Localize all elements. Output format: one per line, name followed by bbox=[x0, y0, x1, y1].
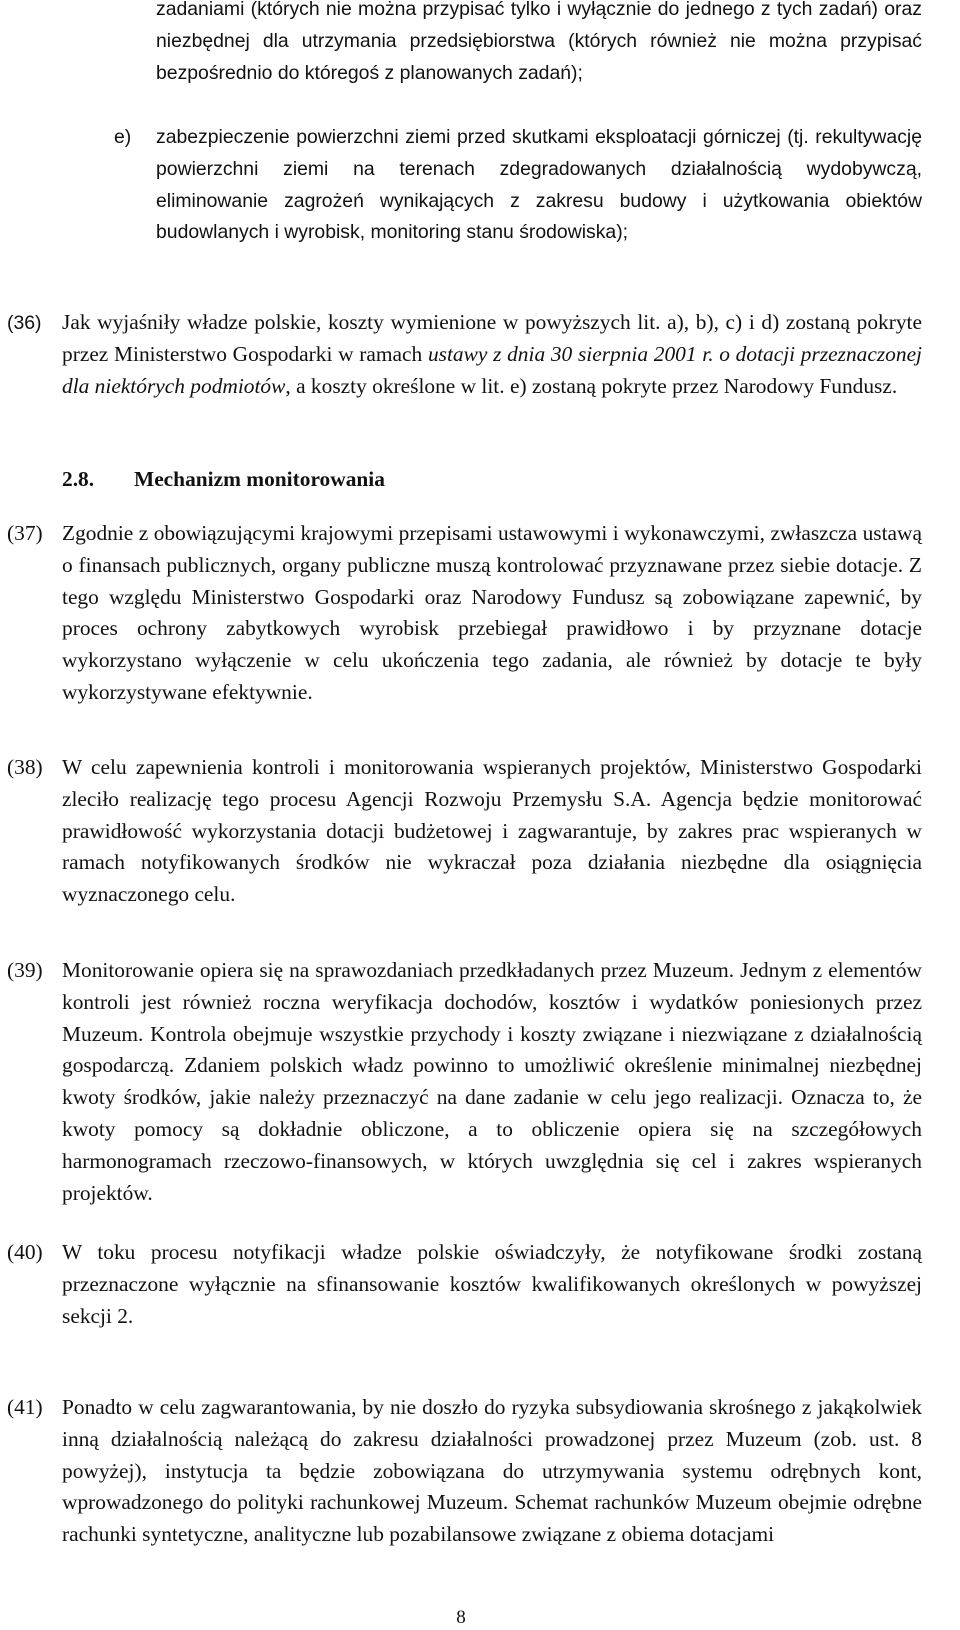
paragraph-36-text bbox=[62, 307, 922, 402]
paragraph-36-text-part: , a koszty określone w lit. e) zostaną pokryte przez Narodowy Fundusz. bbox=[285, 373, 898, 398]
paragraph-39-text: Monitorowanie opiera się na sprawozdaniach przedkładanych przez Muzeum. Jednym z elementów kontroli jest również roczna weryfikacja dochodów, kosztów i wydatków poniesionych przez Muzeum. Kontrola obejmuje wszystkie przychody i koszty związane i niezwiązane z działalnością gospodarczą. Zdaniem polskich władz powinno to umożliwić określenie minimalnej niezbędnej kwoty środków, jakie należy przeznaczyć na dane zadanie w celu jego realizacji. Oznacza to, że kwoty pomocy są dokładnie obliczone, a to obliczenie opiera się na szczegółowych harmonogramach rzeczowo-finansowych, w których uwzględnia się cel i zakres wspieranych projektów. bbox=[62, 958, 922, 1205]
paragraph-38-number: (38) bbox=[7, 755, 43, 779]
list-item-e-text: zabezpieczenie powierzchni ziemi przed skutkami eksploatacji górniczej (tj. rekultywację powierzchni ziemi na terenach zdegradowanych działalnością wydobywczą, eliminowanie zagrożeń wynikających z zakresu budowy i użytkowania obiektów budowlanych i wyrobisk, monitoring stanu środowiska); bbox=[156, 126, 922, 244]
section-number: 2.8. bbox=[62, 467, 95, 491]
page-number: 8 bbox=[456, 1607, 466, 1628]
paragraph-37-text: Zgodnie z obowiązującymi krajowymi przepisami ustawowymi i wykonawczymi, zwłaszcza ustawą o finansach publicznych, organy publiczne muszą kontrolować przyznawane przez siebie dotacje. Z tego względu Ministerstwo Gospodarki oraz Narodowy Fundusz są zobowiązane zapewnić, by proces ochrony zabytkowych wyrobisk przebiegał prawidłowo i by przyznane dotacje wykorzystano wyłączenie w celu ukończenia tego zadania, ale również by dotacje te były wykorzystywane efektywnie. bbox=[62, 521, 922, 704]
paragraph-40-number: (40) bbox=[7, 1240, 43, 1264]
paragraph-40-text: W toku procesu notyfikacji władze polskie oświadczyły, że notyfikowane środki zostaną przeznaczone wyłącznie na sfinansowanie kosztów kwalifikowanych określonych w powyższej sekcji 2. bbox=[62, 1240, 922, 1328]
paragraph-36-act-title: ustawy z dnia 30 sierpnia 2001 r. o dotacji przeznaczonej dla niektórych podmiotów bbox=[62, 341, 923, 398]
paragraph-39-number: (39) bbox=[7, 958, 43, 982]
intro-paragraph: zadaniami (których nie można przypisać tylko i wyłącznie do jednego z tych zadań) oraz niezbędnej dla utrzymania przedsiębiorstwa (których również nie można przypisać bezpośrednio do któregoś z planowanych zadań); bbox=[156, 0, 922, 84]
paragraph-37-number: (37) bbox=[7, 521, 43, 545]
paragraph-38-text: W celu zapewnienia kontroli i monitorowania wspieranych projektów, Ministerstwo Gospodarki zleciło realizację tego procesu Agencji Rozwoju Przemysłu S.A. Agencja będzie monitorować prawidłowość wykorzystania dotacji budżetowej i zagwarantuje, by zakres prac wspieranych w ramach notyfikowanych środków nie wykraczał poza działania niezbędne dla osiągnięcia wyznaczonego celu. bbox=[62, 755, 922, 907]
list-item-e-label: e) bbox=[114, 126, 132, 148]
section-title: Mechanizm monitorowania bbox=[134, 467, 385, 491]
paragraph-36-text-part: Jak wyjaśniły władze polskie, koszty wymienione w powyższych lit. a), b), c) i d) zostaną pokryte przez Ministerstwo Gospodarki w ramach bbox=[62, 310, 922, 366]
paragraph-41-number: (41) bbox=[7, 1395, 43, 1419]
paragraph-36-number: (36) bbox=[7, 312, 42, 334]
paragraph-41-text: Ponadto w celu zagwarantowania, by nie doszło do ryzyka subsydiowania skrośnego z jakąkolwiek inną działalnością należącą do zakresu działalności prowadzonej przez Muzeum (zob. ust. 8 powyżej), instytucja ta będzie zobowiązana do utrzymywania systemu odrębnych kont, wprowadzonego do polityki rachunkowej Muzeum. Schemat rachunków Muzeum obejmie odrębne rachunki syntetyczne, analityczne lub pozabilansowe związane z obiema dotacjami bbox=[62, 1395, 922, 1547]
